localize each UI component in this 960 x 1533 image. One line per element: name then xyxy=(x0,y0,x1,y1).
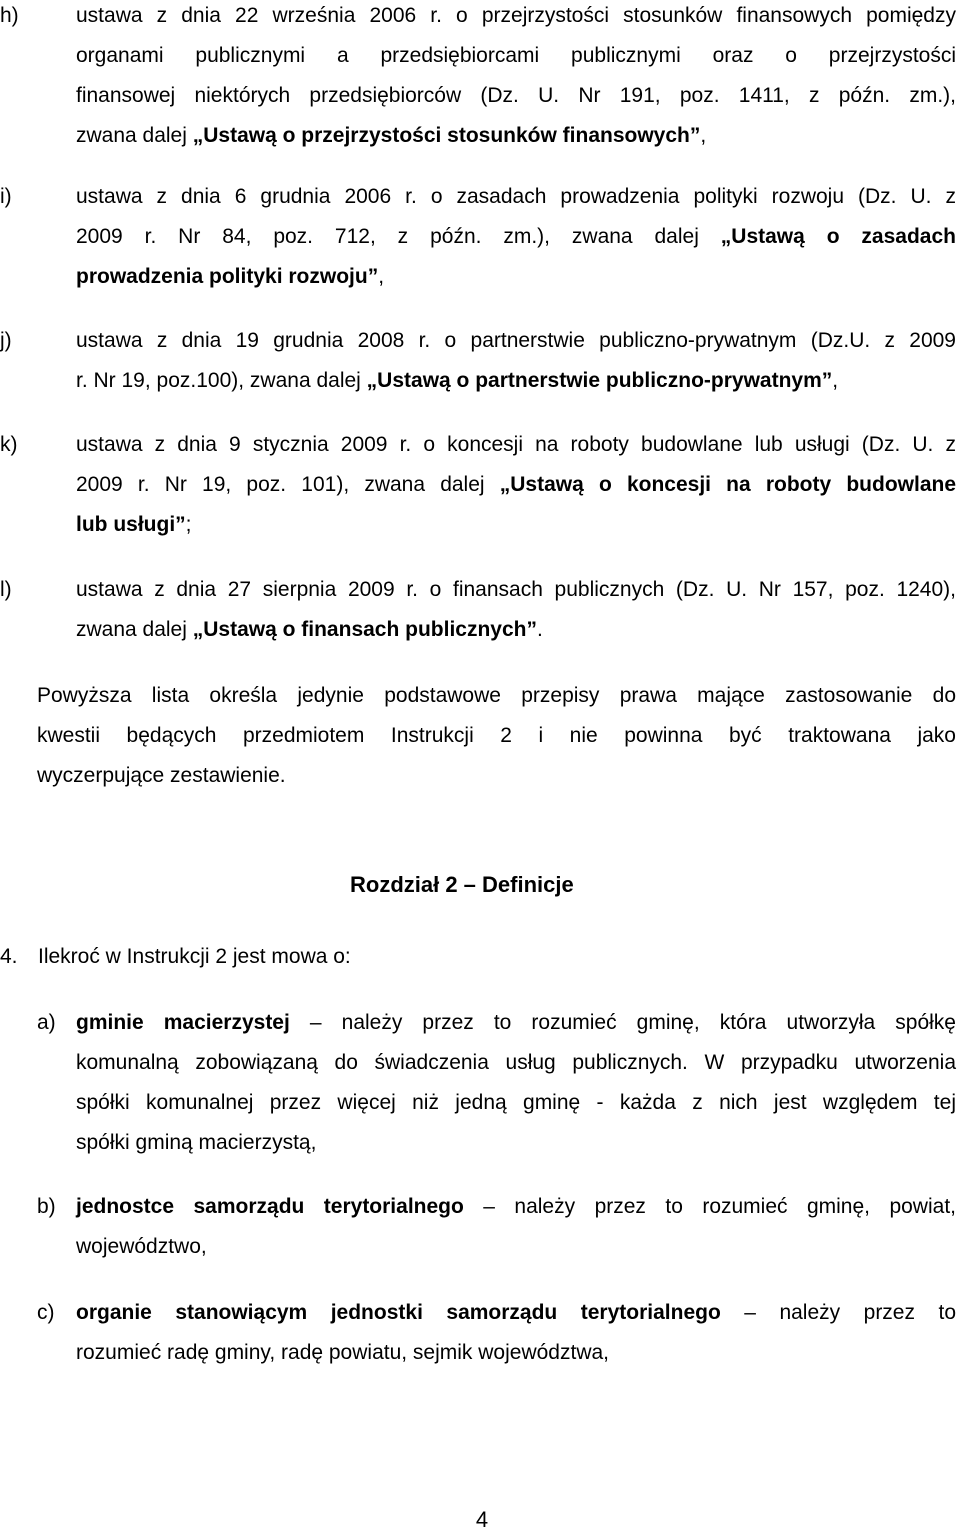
list-marker: l) xyxy=(0,578,12,601)
defined-name: „Ustawą o finansach publicznych” xyxy=(192,618,537,641)
list-marker: a) xyxy=(37,1011,56,1034)
list-marker: c) xyxy=(37,1301,55,1324)
text-line: Powyższa lista określa jedynie podstawowe przepisy prawa mające zastosowanie do xyxy=(37,684,956,707)
defined-name: „Ustawą o przejrzystości stosunków finansowych” xyxy=(192,124,701,147)
defined-name: lub usługi” xyxy=(76,513,186,536)
text-line: ustawa z dnia 22 września 2006 r. o przejrzystości stosunków finansowych pomiędzy xyxy=(76,4,956,27)
text-line: ustawa z dnia 6 grudnia 2006 r. o zasadach prowadzenia polityki rozwoju (Dz. U. z xyxy=(76,185,956,208)
list-marker: h) xyxy=(0,4,19,27)
text-line: ustawa z dnia 27 sierpnia 2009 r. o finansach publicznych (Dz. U. Nr 157, poz. 1240), xyxy=(76,578,956,601)
text-line: kwestii będących przedmiotem Instrukcji 2 i nie powinna być traktowana jako xyxy=(37,724,956,747)
text-line: rozumieć radę gminy, radę powiatu, sejmik województwa, xyxy=(76,1341,609,1364)
text-line: ustawa z dnia 9 stycznia 2009 r. o koncesji na roboty budowlane lub usługi (Dz. U. z xyxy=(76,433,956,456)
section-intro: Ilekroć w Instrukcji 2 jest mowa o: xyxy=(38,945,351,968)
defined-name: prowadzenia polityki rozwoju” xyxy=(76,265,379,288)
defined-term: organie stanowiącym jednostki samorządu terytorialnego xyxy=(76,1301,721,1324)
defined-name: „Ustawą o zasadach xyxy=(720,225,956,248)
text-line: ustawa z dnia 19 grudnia 2008 r. o partnerstwie publiczno-prywatnym (Dz.U. z 2009 xyxy=(76,329,956,352)
defined-name: „Ustawą o koncesji na roboty budowlane xyxy=(499,473,957,496)
text-line: wyczerpujące zestawienie. xyxy=(37,764,286,787)
text-line: spółki komunalnej przez więcej niż jedną gminę - każda z nich jest względem tej xyxy=(76,1091,956,1114)
list-marker: i) xyxy=(0,185,12,208)
list-marker: j) xyxy=(0,329,12,352)
text-line: organami publicznymi a przedsiębiorcami publicznymi oraz o przejrzystości xyxy=(76,44,956,67)
defined-name: „Ustawą o partnerstwie publiczno-prywatnym” xyxy=(366,369,833,392)
summary-paragraph xyxy=(37,676,956,796)
defined-term: jednostce samorządu terytorialnego xyxy=(76,1195,464,1218)
defined-term: gminie macierzystej xyxy=(76,1011,290,1034)
text-line: komunalną zobowiązaną do świadczenia usług publicznych. W przypadku utworzenia xyxy=(76,1051,956,1074)
text-line: spółki gminą macierzystą, xyxy=(76,1131,317,1154)
text-line: województwo, xyxy=(76,1235,207,1258)
text-line: finansowej niektórych przedsiębiorców (Dz. U. Nr 191, poz. 1411, z późn. zm.), xyxy=(76,84,956,107)
page-number: 4 xyxy=(475,1507,489,1532)
list-marker: b) xyxy=(37,1195,56,1218)
section-number: 4. xyxy=(0,945,18,968)
list-marker: k) xyxy=(0,433,18,456)
chapter-title: Rozdział 2 – Definicje xyxy=(350,872,574,897)
